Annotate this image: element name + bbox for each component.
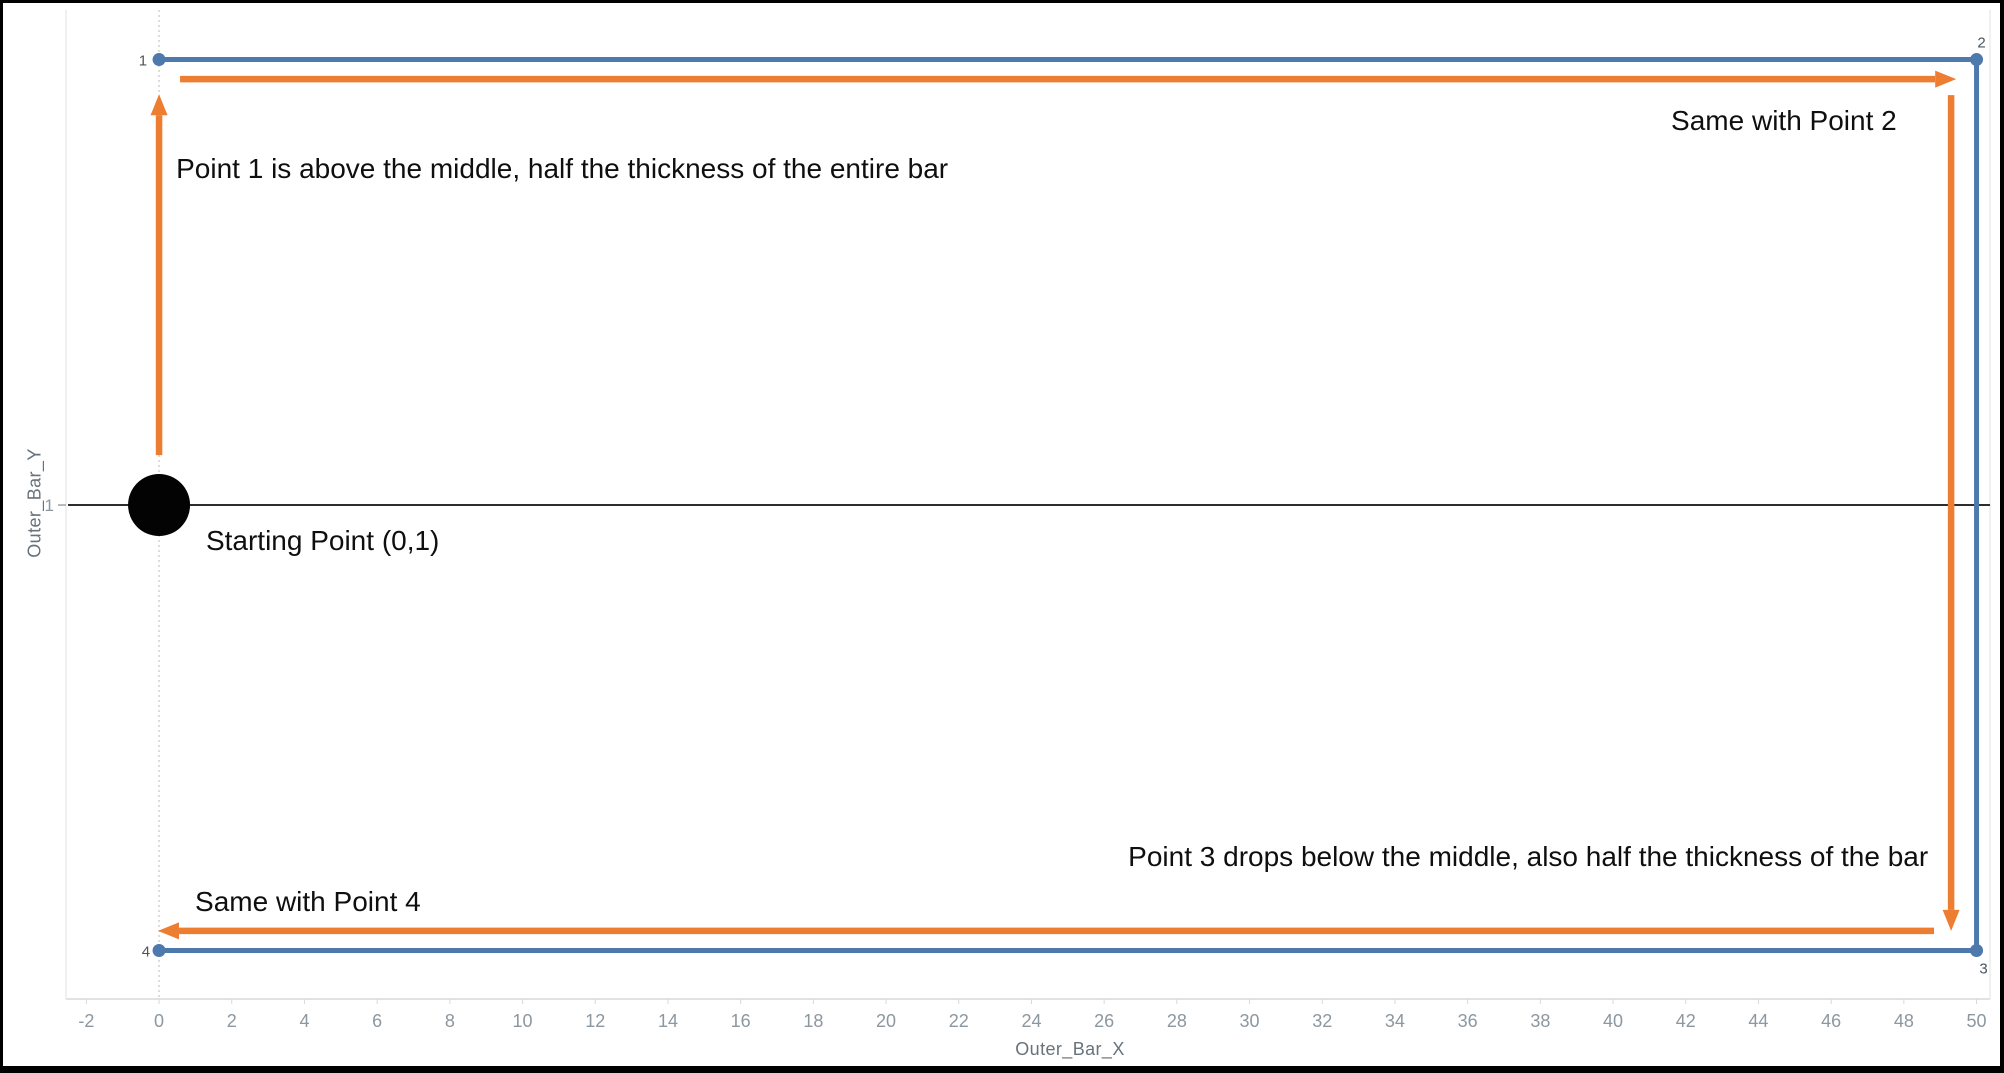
- x-tick-label: 38: [1530, 1011, 1551, 1031]
- annotation-text: Point 3 drops below the middle, also half the thickness of the bar: [1128, 840, 1929, 872]
- point-number-label: 4: [141, 943, 151, 961]
- arrow-down-to-point-3-head: [1943, 910, 1960, 931]
- y-tick-label: 1: [44, 496, 54, 516]
- x-tick-label: 12: [585, 1011, 606, 1031]
- frame-border-left: [0, 0, 3, 1073]
- x-tick-label: 20: [876, 1011, 897, 1031]
- x-tick-label: 28: [1166, 1011, 1187, 1031]
- x-tick-label: 26: [1094, 1011, 1115, 1031]
- x-tick-label: 30: [1239, 1011, 1260, 1031]
- x-tick-label: 48: [1893, 1011, 1914, 1031]
- x-tick-label: 8: [444, 1011, 455, 1031]
- vertex-marker: [153, 53, 166, 66]
- point-number-label: 2: [1977, 34, 1986, 52]
- y-axis-title: Outer_Bar_Y: [24, 448, 45, 558]
- vertex-marker: [153, 944, 166, 957]
- vertex-marker: [1970, 53, 1983, 66]
- x-tick-label: 34: [1384, 1011, 1405, 1031]
- x-tick-label: 24: [1021, 1011, 1042, 1031]
- x-tick-label: 18: [803, 1011, 824, 1031]
- start-point-dot: [128, 474, 190, 536]
- point-number-label: 3: [1979, 960, 1988, 978]
- x-tick-label: -2: [78, 1011, 95, 1031]
- x-tick-label: 10: [512, 1011, 533, 1031]
- x-tick-label: 6: [372, 1011, 383, 1031]
- annotation-text: Same with Point 2: [1671, 105, 1897, 137]
- x-tick-label: 36: [1457, 1011, 1478, 1031]
- annotation-text: Same with Point 4: [195, 885, 421, 917]
- x-tick-label: 22: [948, 1011, 969, 1031]
- x-tick-label: 32: [1312, 1011, 1333, 1031]
- x-tick-label: 4: [299, 1011, 310, 1031]
- x-tick-label: 16: [730, 1011, 751, 1031]
- x-tick-label: 2: [226, 1011, 237, 1031]
- x-tick-label: 50: [1966, 1011, 1987, 1031]
- x-tick-label: 46: [1821, 1011, 1842, 1031]
- x-tick-label: 42: [1675, 1011, 1696, 1031]
- annotation-text: Point 1 is above the middle, half the thickness of the entire bar: [176, 153, 949, 185]
- arrow-right-to-point-2-head: [1935, 71, 1956, 88]
- arrow-left-to-point-4-head: [158, 922, 179, 939]
- x-tick-label: 14: [657, 1011, 678, 1031]
- x-tick-label: 40: [1603, 1011, 1624, 1031]
- frame-border-right: [2000, 0, 2004, 1073]
- vertex-marker: [1970, 944, 1983, 957]
- x-axis-title: Outer_Bar_X: [1015, 1039, 1125, 1059]
- arrow-up-to-point-1-head: [151, 94, 168, 115]
- x-tick-label: 44: [1748, 1011, 1769, 1031]
- frame-border-bottom: [0, 1066, 2004, 1073]
- annotation-text: Starting Point (0,1): [205, 525, 440, 557]
- frame-border-top: [0, 0, 2004, 3]
- x-tick-label: 0: [154, 1011, 165, 1031]
- point-number-label: 1: [138, 52, 148, 70]
